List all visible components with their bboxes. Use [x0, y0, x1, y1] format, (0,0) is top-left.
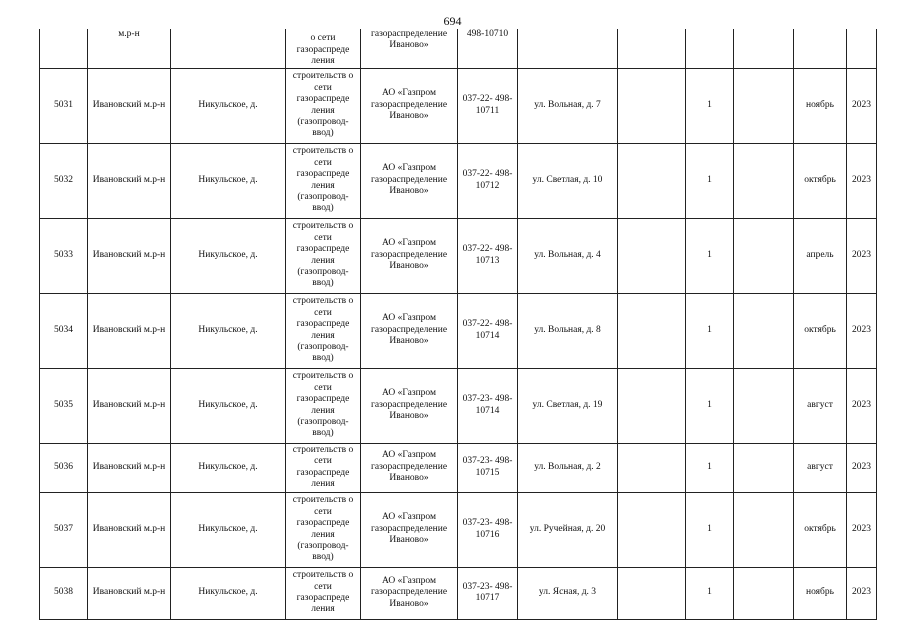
cell-qty: 1 — [686, 443, 734, 492]
cell-qty: 1 — [686, 368, 734, 443]
cell-org: АО «Газпром газораспределение Иваново» — [361, 492, 458, 567]
cell-address: ул. Вольная, д. 4 — [518, 218, 618, 293]
cell-year: 2023 — [847, 443, 877, 492]
cell-empty-1 — [618, 443, 686, 492]
cell-qty: 1 — [686, 492, 734, 567]
cell-org: газораспределение Иваново» — [361, 29, 458, 68]
cell-qty: 1 — [686, 143, 734, 218]
cell-work: строительств о сети газораспреде ления (газопровод- ввод) — [286, 143, 361, 218]
cell-empty-2 — [734, 368, 794, 443]
cell-district: Ивановский м.р-н — [88, 492, 171, 567]
cell-month: ноябрь — [794, 68, 847, 143]
cell-month: октябрь — [794, 293, 847, 368]
table-row — [40, 68, 877, 143]
cell-org: АО «Газпром газораспределение Иваново» — [361, 68, 458, 143]
cell-empty-2 — [734, 68, 794, 143]
cell-district: Ивановский м.р-н — [88, 293, 171, 368]
gas-connections-table — [39, 29, 877, 620]
cell-district: Ивановский м.р-н — [88, 143, 171, 218]
cell-district: Ивановский м.р-н — [88, 567, 171, 619]
table-row — [40, 492, 877, 567]
cell-locality: Никульское, д. — [171, 492, 286, 567]
cell-address: ул. Светлая, д. 10 — [518, 143, 618, 218]
cell-address: ул. Вольная, д. 8 — [518, 293, 618, 368]
cell-code: 037-22- 498-10712 — [458, 143, 518, 218]
cell-empty-2 — [734, 218, 794, 293]
cell-empty-2 — [734, 29, 794, 68]
cell-work: строительств о сети газораспреде ления — [286, 443, 361, 492]
cell-code: 037-23- 498-10715 — [458, 443, 518, 492]
cell-month: октябрь — [794, 143, 847, 218]
cell-empty-2 — [734, 443, 794, 492]
cell-num: 5033 — [40, 218, 88, 293]
cell-org: АО «Газпром газораспределение Иваново» — [361, 293, 458, 368]
cell-empty-2 — [734, 492, 794, 567]
cell-work: строительств о сети газораспреде ления (газопровод- ввод) — [286, 492, 361, 567]
cell-address: ул. Светлая, д. 19 — [518, 368, 618, 443]
cell-work: строительств о сети газораспреде ления (газопровод- ввод) — [286, 218, 361, 293]
table-row — [40, 143, 877, 218]
cell-year: 2023 — [847, 492, 877, 567]
cell-code: 037-22- 498-10711 — [458, 68, 518, 143]
cell-qty: 1 — [686, 218, 734, 293]
cell-num: 5036 — [40, 443, 88, 492]
cell-address: ул. Вольная, д. 2 — [518, 443, 618, 492]
cell-month: август — [794, 443, 847, 492]
cell-num: 5032 — [40, 143, 88, 218]
cell-work: строительств о сети газораспреде ления — [286, 567, 361, 619]
cell-month: апрель — [794, 218, 847, 293]
cell-empty-2 — [734, 143, 794, 218]
cell-work: строительств о сети газораспреде ления (газопровод- ввод) — [286, 293, 361, 368]
cell-district: Ивановский м.р-н — [88, 443, 171, 492]
table-row — [40, 218, 877, 293]
cell-locality: Никульское, д. — [171, 368, 286, 443]
cell-locality: Никульское, д. — [171, 218, 286, 293]
cell-year: 2023 — [847, 293, 877, 368]
cell-year: 2023 — [847, 218, 877, 293]
cell-work: строительств о сети газораспреде ления (газопровод- ввод) — [286, 368, 361, 443]
cell-empty-1 — [618, 293, 686, 368]
cell-district: м.р-н — [88, 29, 171, 68]
cell-locality: Никульское, д. — [171, 68, 286, 143]
cell-org: АО «Газпром газораспределение Иваново» — [361, 218, 458, 293]
page-number: 694 — [443, 14, 462, 28]
cell-year — [847, 29, 877, 68]
cell-locality: Никульское, д. — [171, 443, 286, 492]
cell-qty: 1 — [686, 68, 734, 143]
cell-empty-2 — [734, 293, 794, 368]
cell-work: строительств о сети газораспреде ления (газопровод- ввод) — [286, 68, 361, 143]
cell-month: август — [794, 368, 847, 443]
cell-empty-1 — [618, 68, 686, 143]
cell-num: 5035 — [40, 368, 88, 443]
cell-num: 5034 — [40, 293, 88, 368]
cell-address: ул. Вольная, д. 7 — [518, 68, 618, 143]
cell-org: АО «Газпром газораспределение Иваново» — [361, 143, 458, 218]
cell-locality: Никульское, д. — [171, 293, 286, 368]
cell-year: 2023 — [847, 143, 877, 218]
cell-month — [794, 29, 847, 68]
cell-locality: Никульское, д. — [171, 143, 286, 218]
cell-month: ноябрь — [794, 567, 847, 619]
cell-address: ул. Ясная, д. 3 — [518, 567, 618, 619]
table-row — [40, 443, 877, 492]
cell-district: Ивановский м.р-н — [88, 368, 171, 443]
cell-empty-1 — [618, 567, 686, 619]
cell-empty-1 — [618, 218, 686, 293]
cell-year: 2023 — [847, 368, 877, 443]
cell-empty-1 — [618, 368, 686, 443]
table-row — [40, 567, 877, 619]
cell-code: 037-23- 498-10717 — [458, 567, 518, 619]
cell-year: 2023 — [847, 567, 877, 619]
cell-org: АО «Газпром газораспределение Иваново» — [361, 567, 458, 619]
cell-code: 037-23- 498-10716 — [458, 492, 518, 567]
cell-locality — [171, 29, 286, 68]
cell-qty — [686, 29, 734, 68]
cell-code: 037-23- 498-10714 — [458, 368, 518, 443]
cell-empty-1 — [618, 492, 686, 567]
cell-num: 5037 — [40, 492, 88, 567]
table-row — [40, 368, 877, 443]
cell-org: АО «Газпром газораспределение Иваново» — [361, 368, 458, 443]
cell-empty-2 — [734, 567, 794, 619]
cell-locality: Никульское, д. — [171, 567, 286, 619]
cell-code: 037-22- 498-10714 — [458, 293, 518, 368]
cell-num: 5038 — [40, 567, 88, 619]
cell-empty-1 — [618, 29, 686, 68]
cell-qty: 1 — [686, 293, 734, 368]
cell-num — [40, 29, 88, 68]
table-row — [40, 293, 877, 368]
table-row-partial — [40, 29, 877, 68]
cell-month: октябрь — [794, 492, 847, 567]
cell-code: 498-10710 — [458, 29, 518, 68]
cell-district: Ивановский м.р-н — [88, 68, 171, 143]
cell-district: Ивановский м.р-н — [88, 218, 171, 293]
cell-empty-1 — [618, 143, 686, 218]
cell-address: ул. Ручейная, д. 20 — [518, 492, 618, 567]
cell-code: 037-22- 498-10713 — [458, 218, 518, 293]
cell-work: о сети газораспреде ления — [286, 29, 361, 68]
cell-num: 5031 — [40, 68, 88, 143]
cell-qty: 1 — [686, 567, 734, 619]
cell-address — [518, 29, 618, 68]
cell-year: 2023 — [847, 68, 877, 143]
cell-org: АО «Газпром газораспределение Иваново» — [361, 443, 458, 492]
